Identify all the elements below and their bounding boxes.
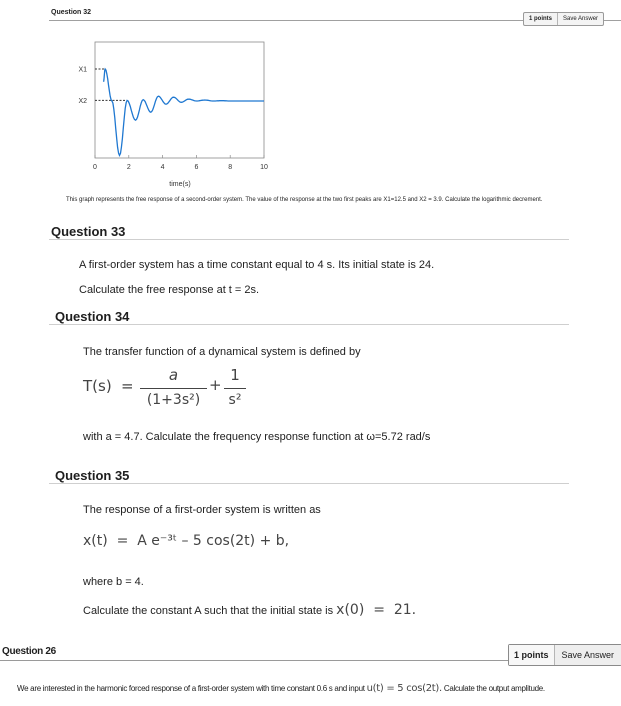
q35-calc-prefix: Calculate the constant A such that the initial state is <box>83 605 334 617</box>
q26-text-math: u(t) = 5 cos(2t). <box>366 683 442 694</box>
q26-points-badge: 1 points <box>509 645 555 665</box>
q34-numerator-2: 1 <box>230 366 240 384</box>
q34-denominator-2: s² <box>228 392 242 408</box>
q33-text-line2: Calculate the free response at t = 2s. <box>79 284 260 296</box>
q34-with-text: with a = 4.7. Calculate the frequency response function at ω=5.72 rad/s <box>83 431 431 443</box>
q26-text-prefix: We are interested in the harmonic forced response of a first-order system with time constant 0.6 s and input <box>17 684 365 693</box>
q35-intro: The response of a first-order system is written as <box>83 504 321 516</box>
q32-action-group <box>523 12 604 26</box>
q34-denominator-1: (1+3s²) <box>146 392 201 408</box>
q35-where: where b = 4. <box>83 576 144 588</box>
q35-formula: x(t) = A e⁻³ᵗ – 5 cos(2t) + b, <box>83 533 290 549</box>
q35-title: Question 35 <box>55 468 130 483</box>
q35-rule <box>49 483 569 484</box>
q32-free-response-chart <box>60 34 280 194</box>
q32-save-answer-button[interactable]: Save Answer <box>563 16 599 22</box>
x-tick-label: 8 <box>228 164 233 171</box>
q34-lhs: T(s) <box>83 377 112 395</box>
x-tick-label: 2 <box>126 164 131 171</box>
q34-plus: + <box>209 376 222 394</box>
q35-calc-math: x(0) = 21. <box>336 602 417 618</box>
q34-title: Question 34 <box>55 309 130 324</box>
q35-calc-line <box>83 602 416 618</box>
q26-title: Question 26 <box>2 646 56 657</box>
peak-marker-label: X1 <box>78 66 87 74</box>
q34-numerator-1: a <box>168 366 179 384</box>
q32-points-badge: 1 points <box>524 13 558 25</box>
q32-description: This graph represents the free response of a second-order system. The value of the response at the two first peaks are X1=12.5 and X2 = 3.9. Calculate the logarithmic decrement. <box>66 197 543 203</box>
q33-rule <box>49 239 569 240</box>
x-tick-label: 0 <box>93 164 97 171</box>
q34-fraction-bar-1 <box>140 388 207 389</box>
q33-text-line1: A first-order system has a time constant equal to 4 s. Its initial state is 24. <box>79 259 435 271</box>
x-axis-label: time(s) <box>169 181 191 188</box>
q26-action-group <box>508 644 621 666</box>
q32-title: Question 32 <box>51 9 92 16</box>
q26-save-answer-button[interactable]: Save Answer <box>555 645 621 665</box>
q26-text <box>17 683 545 694</box>
q33-title: Question 33 <box>51 224 126 239</box>
q34-intro: The transfer function of a dynamical system is defined by <box>83 346 361 358</box>
x-tick-label: 6 <box>194 164 199 171</box>
x-tick-label: 4 <box>160 164 165 171</box>
q34-equals: = <box>121 377 134 395</box>
q26-text-suffix: Calculate the output amplitude. <box>443 684 545 693</box>
peak-marker-label: X2 <box>78 97 87 105</box>
x-tick-label: 10 <box>260 164 268 171</box>
q34-rule <box>49 324 569 325</box>
q34-fraction-bar-2 <box>224 388 246 389</box>
